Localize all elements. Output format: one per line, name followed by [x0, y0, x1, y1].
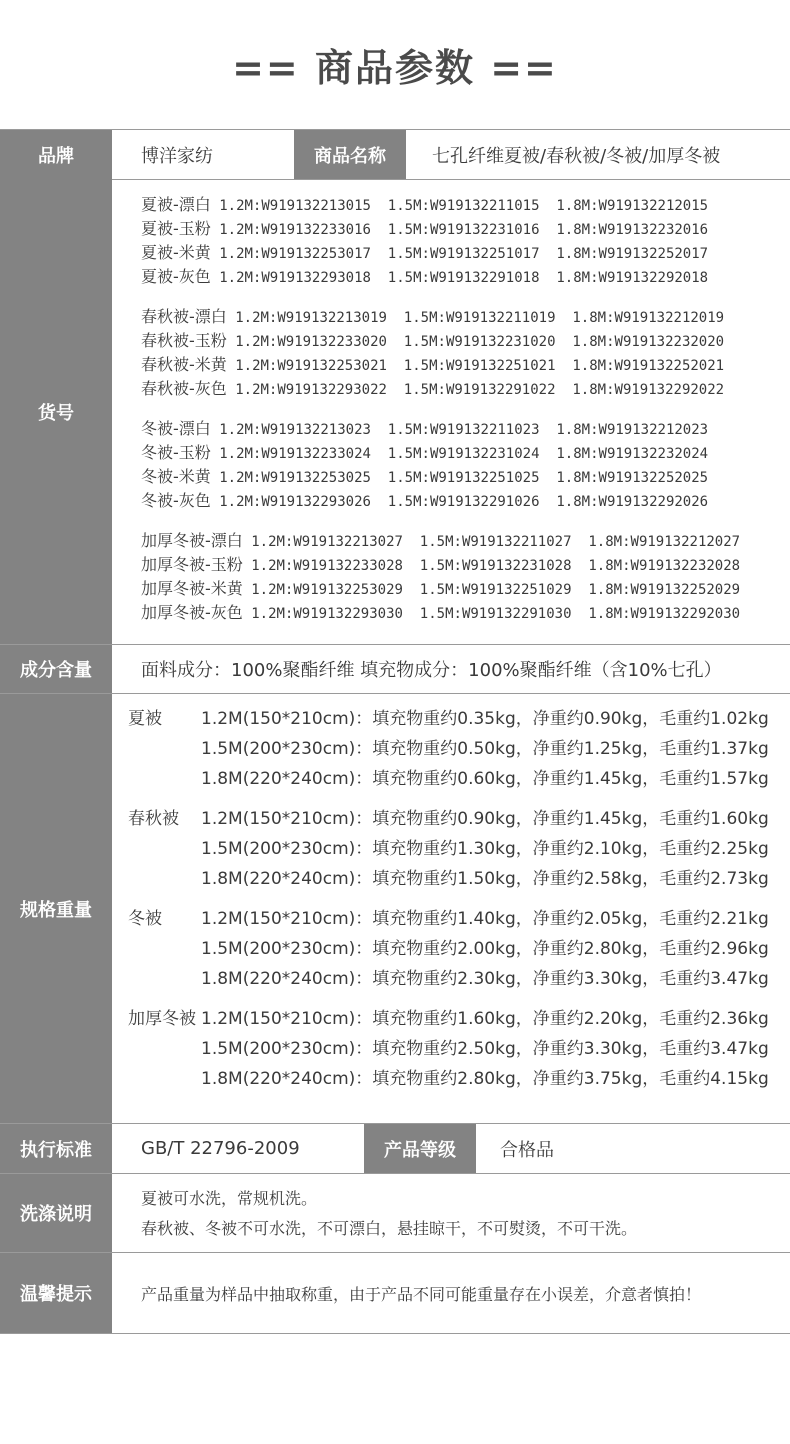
specs-section [0, 694, 790, 1124]
code-value: 1.2M:W919132233016 [219, 222, 371, 238]
spec-value: 1.5M(200*230cm)：填充物重约2.00kg，净重约2.80kg，毛重约2.96kg [201, 939, 769, 959]
spec-type [128, 934, 201, 964]
code-value: 1.5M:W919132251025 [387, 470, 540, 486]
code-value: 1.5M:W919132291018 [387, 270, 540, 286]
code-value: 1.8M:W919132212015 [556, 198, 709, 214]
spec-group [128, 704, 769, 794]
code-value: 1.5M:W919132211027 [419, 534, 572, 550]
grade-value: 合格品 [500, 1139, 554, 1161]
spec-group [128, 1004, 769, 1094]
code-value: 1.8M:W919132232016 [556, 222, 709, 238]
code-product-name: 春秋被-漂白 [141, 307, 227, 326]
code-product-name: 加厚冬被-漂白 [141, 531, 243, 550]
code-value: 1.8M:W919132252021 [572, 358, 725, 374]
composition-row [0, 645, 790, 694]
code-row [141, 217, 740, 241]
code-product-name: 夏被-玉粉 [141, 219, 211, 238]
spec-value: 1.2M(150*210cm)：填充物重约0.90kg，净重约1.45kg，毛重约1.60kg [201, 809, 769, 829]
code-value: 1.8M:W919132212023 [556, 422, 709, 438]
code-row [141, 417, 740, 441]
code-value: 1.2M:W919132253017 [219, 246, 371, 262]
code-value: 1.5M:W919132211015 [387, 198, 540, 214]
code-value: 1.5M:W919132251017 [387, 246, 540, 262]
code-value: 1.2M:W919132293022 [235, 382, 387, 398]
code-value: 1.8M:W919132292022 [572, 382, 725, 398]
spec-value: 1.8M(220*240cm)：填充物重约2.30kg，净重约3.30kg，毛重约3.47kg [201, 969, 769, 989]
spec-type: 夏被 [128, 709, 162, 729]
tip-label: 温馨提示 [0, 1253, 112, 1333]
code-value: 1.8M:W919132232024 [556, 446, 709, 462]
code-value: 1.5M:W919132231020 [403, 334, 556, 350]
spec-row [128, 834, 769, 864]
code-value: 1.2M:W919132293018 [219, 270, 371, 286]
spec-value: 1.8M(220*240cm)：填充物重约2.80kg，净重约3.75kg，毛重约4.15kg [201, 1069, 769, 1089]
spec-row [128, 864, 769, 894]
spec-value: 1.2M(150*210cm)：填充物重约1.60kg，净重约2.20kg，毛重约2.36kg [201, 1009, 769, 1029]
wash-label: 洗涤说明 [0, 1174, 112, 1252]
code-group [141, 305, 740, 401]
code-value: 1.8M:W919132292018 [556, 270, 709, 286]
code-value: 1.8M:W919132232020 [572, 334, 725, 350]
code-value: 1.5M:W919132211023 [387, 422, 540, 438]
spec-type [128, 734, 201, 764]
code-value: 1.2M:W919132233020 [235, 334, 387, 350]
composition-value: 面料成分：100%聚酯纤维 填充物成分：100%聚酯纤维（含10%七孔） [141, 660, 722, 681]
standard-row [0, 1124, 790, 1174]
spec-row [128, 704, 769, 734]
spec-value: 1.5M(200*230cm)：填充物重约2.50kg，净重约3.30kg，毛重约3.47kg [201, 1039, 769, 1059]
code-value: 1.8M:W919132292030 [588, 606, 741, 622]
codes-section [0, 179, 790, 645]
code-product-name: 加厚冬被-灰色 [141, 603, 243, 622]
code-product-name: 夏被-米黄 [141, 243, 211, 262]
spec-row [128, 934, 769, 964]
code-row [141, 465, 740, 489]
code-value: 1.8M:W919132232028 [588, 558, 741, 574]
code-value: 1.8M:W919132212019 [572, 310, 725, 326]
spec-type [128, 1034, 201, 1064]
spec-row [128, 1004, 769, 1034]
code-value: 1.5M:W919132231016 [387, 222, 540, 238]
code-product-name: 夏被-漂白 [141, 195, 211, 214]
spec-row [128, 904, 769, 934]
code-row [141, 193, 740, 217]
brand-label: 品牌 [0, 130, 112, 179]
spec-type: 冬被 [128, 909, 162, 929]
code-value: 1.2M:W919132253029 [251, 582, 403, 598]
spec-type: 春秋被 [128, 809, 179, 829]
code-group [141, 417, 740, 513]
code-product-name: 冬被-灰色 [141, 491, 211, 510]
brand-value: 博洋家纺 [141, 145, 213, 167]
spec-type [128, 764, 201, 794]
code-row [141, 241, 740, 265]
code-value: 1.2M:W919132253021 [235, 358, 387, 374]
code-product-name: 春秋被-米黄 [141, 355, 227, 374]
code-value: 1.5M:W919132291026 [387, 494, 540, 510]
composition-label: 成分含量 [0, 645, 112, 693]
spec-value: 1.2M(150*210cm)：填充物重约1.40kg，净重约2.05kg，毛重约2.21kg [201, 909, 769, 929]
code-row [141, 329, 740, 353]
code-row [141, 265, 740, 289]
code-product-name: 冬被-玉粉 [141, 443, 211, 462]
code-value: 1.5M:W919132291030 [419, 606, 572, 622]
spec-value: 1.8M(220*240cm)：填充物重约1.50kg，净重约2.58kg，毛重约2.73kg [201, 869, 769, 889]
spec-value: 1.5M(200*230cm)：填充物重约0.50kg，净重约1.25kg，毛重约1.37kg [201, 739, 769, 759]
code-product-name: 冬被-米黄 [141, 467, 211, 486]
spec-row [128, 764, 769, 794]
code-product-name: 春秋被-灰色 [141, 379, 227, 398]
wash-section [0, 1174, 790, 1253]
code-group [141, 193, 740, 289]
code-value: 1.8M:W919132212027 [588, 534, 741, 550]
code-value: 1.2M:W919132293030 [251, 606, 403, 622]
code-value: 1.5M:W919132251021 [403, 358, 556, 374]
grade-label: 产品等级 [364, 1124, 476, 1173]
code-row [141, 601, 740, 625]
code-value: 1.2M:W919132293026 [219, 494, 371, 510]
spec-type: 加厚冬被 [128, 1009, 196, 1029]
product-name-value: 七孔纤维夏被/春秋被/冬被/加厚冬被 [432, 145, 721, 167]
code-value: 1.2M:W919132233024 [219, 446, 371, 462]
code-value: 1.5M:W919132231024 [387, 446, 540, 462]
code-value: 1.8M:W919132292026 [556, 494, 709, 510]
spec-row [128, 734, 769, 764]
spec-type [128, 964, 201, 994]
code-value: 1.2M:W919132253025 [219, 470, 371, 486]
tip-row [0, 1253, 790, 1334]
code-value: 1.2M:W919132213015 [219, 198, 371, 214]
code-value: 1.2M:W919132213027 [251, 534, 403, 550]
product-name-label: 商品名称 [294, 130, 406, 179]
code-group [141, 529, 740, 625]
codes-label: 货号 [0, 179, 112, 644]
code-product-name: 夏被-灰色 [141, 267, 211, 286]
code-value: 1.5M:W919132291022 [403, 382, 556, 398]
codes-list [141, 193, 740, 641]
spec-group [128, 804, 769, 894]
code-row [141, 489, 740, 513]
spec-row [128, 1064, 769, 1094]
code-row [141, 553, 740, 577]
spec-row [128, 804, 769, 834]
wash-line: 夏被可水洗，常规机洗。 [141, 1189, 318, 1208]
code-value: 1.8M:W919132252017 [556, 246, 709, 262]
spec-type [128, 864, 201, 894]
code-value: 1.8M:W919132252025 [556, 470, 709, 486]
code-value: 1.2M:W919132213019 [235, 310, 387, 326]
code-value: 1.2M:W919132233028 [251, 558, 403, 574]
specs-label: 规格重量 [0, 694, 112, 1123]
spec-value: 1.5M(200*230cm)：填充物重约1.30kg，净重约2.10kg，毛重约2.25kg [201, 839, 769, 859]
code-row [141, 377, 740, 401]
specs-list [128, 704, 769, 1104]
code-row [141, 305, 740, 329]
code-value: 1.5M:W919132231028 [419, 558, 572, 574]
code-row [141, 441, 740, 465]
spec-value: 1.8M(220*240cm)：填充物重约0.60kg，净重约1.45kg，毛重约1.57kg [201, 769, 769, 789]
code-value: 1.2M:W919132213023 [219, 422, 371, 438]
wash-lines [141, 1184, 637, 1244]
brand-row [0, 129, 790, 180]
wash-line: 春秋被、冬被不可水洗，不可漂白，悬挂晾干，不可熨烫，不可干洗。 [141, 1219, 638, 1238]
code-row [141, 529, 740, 553]
code-product-name: 加厚冬被-玉粉 [141, 555, 243, 574]
spec-type [128, 834, 201, 864]
spec-row [128, 964, 769, 994]
page-title: == 商品参数 == [232, 46, 558, 90]
spec-value: 1.2M(150*210cm)：填充物重约0.35kg，净重约0.90kg，毛重约1.02kg [201, 709, 769, 729]
standard-value: GB/T 22796-2009 [141, 1138, 300, 1159]
code-product-name: 春秋被-玉粉 [141, 331, 227, 350]
tip-value: 产品重量为样品中抽取称重，由于产品不同可能重量存在小误差，介意者慎拍！ [141, 1284, 702, 1304]
standard-label: 执行标准 [0, 1124, 112, 1173]
code-row [141, 577, 740, 601]
code-product-name: 加厚冬被-米黄 [141, 579, 243, 598]
code-value: 1.5M:W919132211019 [403, 310, 556, 326]
code-value: 1.5M:W919132251029 [419, 582, 572, 598]
spec-group [128, 904, 769, 994]
spec-row [128, 1034, 769, 1064]
code-row [141, 353, 740, 377]
spec-type [128, 1064, 201, 1094]
code-product-name: 冬被-漂白 [141, 419, 211, 438]
code-value: 1.8M:W919132252029 [588, 582, 741, 598]
